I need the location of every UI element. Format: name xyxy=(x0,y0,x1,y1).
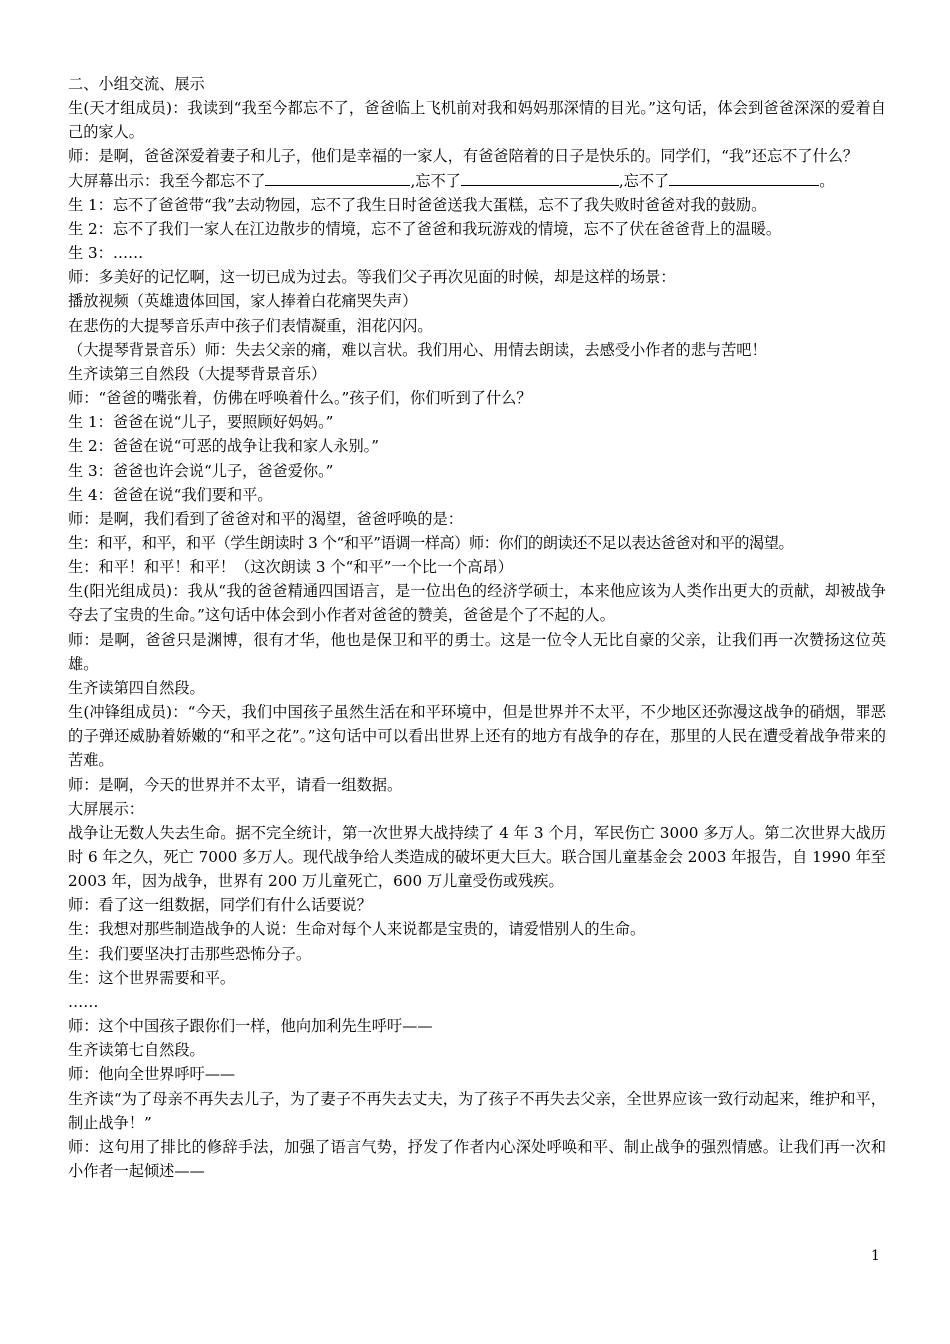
fill-text: 。 xyxy=(819,171,835,190)
document-body xyxy=(68,72,891,1183)
paragraph: 师：看了这一组数据，同学们有什么话要说？ xyxy=(68,896,372,915)
paragraph: 生齐读第三自然段（大提琴背景音乐） xyxy=(68,364,327,383)
fill-text: 大屏幕出示：我至今都忘不了 xyxy=(68,171,266,190)
paragraph: （大提琴背景音乐）师：失去父亲的痛，难以言状。我们用心、用情去朗读，去感受小作者的悲与苦吧！ xyxy=(68,340,767,359)
ellipsis-line: …… xyxy=(68,992,99,1011)
paragraph: 生(阳光组成员)：我从“我的爸爸精通四国语言，是一位出色的经济学硕士，本来他应该为人类作出更大的贡献，却被战争夺去了宝贵的生命。”这句话中体会到小作者对爸爸的赞美，爸爸是个了不起的人。 xyxy=(68,582,886,625)
paragraph: 生(冲锋组成员)：“今天，我们中国孩子虽然生活在和平环境中，但是世界并不太平，不少地区还弥漫这战争的硝烟，罪恶的子弹还威胁着娇嫩的“和平之花”。”这句话中可以看出世界上还有的地方有战争的存在，那里的人民在遭受着战争带来的苦难。 xyxy=(68,703,886,770)
paragraph: 生：这个世界需要和平。 xyxy=(68,968,236,987)
paragraph: 生 1：爸爸在说“儿子，要照顾好妈妈。” xyxy=(68,413,334,432)
paragraph: 生齐读第四自然段。 xyxy=(68,678,205,697)
paragraph: 战争让无数人失去生命。据不完全统计，第一次世界大战持续了 4 年 3 个月，军民伤亡 3000 多万人。第二次世界大战历时 6 年之久，死亡 7000 多万人。现代战争给人类造成的破坏更大巨大。联合国儿童基金会 2003 年报告，自 1990 年至 2003 年，因为战争，世界有 200 万儿童死亡，600 万儿童受伤或残疾。 xyxy=(68,823,891,891)
paragraph: 生 3：爸爸也许会说“儿子，爸爸爱你。” xyxy=(68,461,334,480)
paragraph: 大屏展示： xyxy=(68,799,144,818)
paragraph: 师：是啊，爸爸只是渊博，很有才华，他也是保卫和平的勇士。这是一位令人无比自豪的父亲，让我们再一次赞扬这位英雄。 xyxy=(68,630,886,673)
paragraph: 师：是啊，我们看到了爸爸对和平的渴望，爸爸呼唤的是： xyxy=(68,509,463,528)
paragraph: 生：和平！和平！和平！（这次朗读 3 个“和平”一个比一个高昂） xyxy=(68,558,513,577)
paragraph: 生齐读第七自然段。 xyxy=(68,1041,205,1060)
paragraph: 师：这句用了排比的修辞手法，加强了语言气势，抒发了作者内心深处呼唤和平、制止战争的强烈情感。让我们再一次和小作者一起倾述—— xyxy=(68,1137,886,1181)
paragraph: 师：这个中国孩子跟你们一样，他向加利先生呼吁—— xyxy=(68,1017,433,1036)
paragraph: 师：多美好的记忆啊，这一切已成为过去。等我们父子再次见面的时候，却是这样的场景： xyxy=(68,268,676,287)
blank-underline xyxy=(669,169,819,186)
fill-in-blank-line xyxy=(68,169,886,193)
fill-text: ,忘不了 xyxy=(618,171,670,190)
paragraph: 师：“爸爸的嘴张着，仿佛在呼唤着什么。”孩子们，你们听到了什么？ xyxy=(68,389,532,408)
paragraph: 师：他向全世界呼吁—— xyxy=(68,1065,236,1084)
paragraph: 生：我想对那些制造战争的人说：生命对每个人来说都是宝贵的，请爱惜别人的生命。 xyxy=(68,920,646,939)
paragraph: 生(天才组成员)：我读到“我至今都忘不了，爸爸临上飞机前对我和妈妈那深情的目光。”这句话，体会到爸爸深深的爱着自己的家人。 xyxy=(68,99,886,142)
paragraph: 生 4：爸爸在说“我们要和平。 xyxy=(68,485,273,504)
blank-underline xyxy=(265,169,410,186)
paragraph: 生 3：…… xyxy=(68,244,144,263)
paragraph: 生：我们要坚决打击那些恐怖分子。 xyxy=(68,944,311,963)
paragraph: 生齐读“为了母亲不再失去儿子，为了妻子不再失去丈夫，为了孩子不再失去父亲，全世界应该一致行动起来，维护和平，制止战争！” xyxy=(68,1089,886,1132)
paragraph: 在悲伤的大提琴音乐声中孩子们表情凝重，泪花闪闪。 xyxy=(68,316,433,335)
paragraph: 生 2：忘不了我们一家人在江边散步的情境，忘不了爸爸和我玩游戏的情境，忘不了伏在爸爸背上的温暖。 xyxy=(68,219,782,238)
page-number: 1 xyxy=(871,1248,880,1264)
section-heading: 二、小组交流、展示 xyxy=(68,75,205,93)
paragraph: 生 1：忘不了爸爸带“我”去动物园，忘不了我生日时爸爸送我大蛋糕，忘不了我失败时爸爸对我的鼓励。 xyxy=(68,195,767,214)
blank-underline xyxy=(461,169,619,186)
paragraph: 师：是啊，爸爸深爱着妻子和儿子，他们是幸福的一家人，有爸爸陪着的日子是快乐的。同学们，“我”还忘不了什么？ xyxy=(68,147,859,166)
paragraph: 播放视频（英雄遗体回国，家人捧着白花痛哭失声） xyxy=(68,292,418,311)
paragraph: 生：和平，和平，和平（学生朗读时 3 个“和平”语调一样高）师：你们的朗读还不足以表达爸爸对和平的渴望。 xyxy=(68,533,794,552)
fill-text: ,忘不了 xyxy=(410,171,461,190)
paragraph: 师：是啊，今天的世界并不太平，请看一组数据。 xyxy=(68,775,403,794)
paragraph: 生 2：爸爸在说“可恶的战争让我和家人永别。” xyxy=(68,437,379,456)
